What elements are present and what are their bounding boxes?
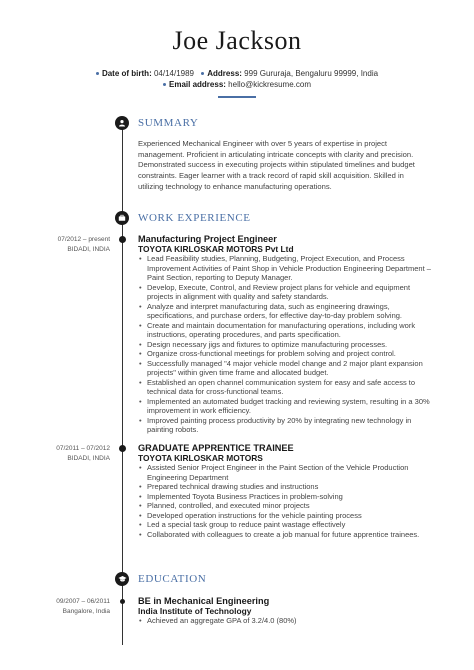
- list-item: • Create and maintain documentation for manufacturing operations, including work instructions, operating procedures, and parts specification.: [147, 321, 437, 340]
- person-icon: [115, 116, 129, 130]
- address-label: Address:: [207, 69, 242, 78]
- list-item: • Collaborated with colleagues to create a job manual for future apprentice trainees.: [147, 530, 437, 540]
- job-date: 07/2011 – 07/2012: [56, 445, 110, 452]
- job-title: GRADUATE APPRENTICE TRAINEE: [138, 443, 294, 453]
- address-value: 999 Gururaja, Bengaluru 99999, India: [244, 69, 379, 78]
- list-item: • Improved painting process productivity by 20% by integrating new technology in painting robots.: [147, 416, 437, 435]
- bullet-icon: [96, 72, 99, 75]
- email-label: Email address:: [169, 80, 226, 89]
- timeline-line: [122, 125, 123, 645]
- list-item: • Successfully managed "4 major vehicle model change and 2 major plant expansion projects" within given time frame and allocated budget.: [147, 359, 437, 378]
- graduation-cap-icon: [115, 572, 129, 586]
- list-item: • Assisted Senior Project Engineer in the Paint Section of the Vehicle Production Engineering Department: [147, 463, 437, 482]
- bullet-icon: [201, 72, 204, 75]
- edu-degree: BE in Mechanical Engineering: [138, 596, 270, 606]
- dob-value: 04/14/1989: [153, 69, 195, 78]
- list-item: • Led a special task group to reduce paint wastage effectively: [147, 520, 437, 530]
- list-item: • Develop, Execute, Control, and Review project plans for vehicle and equipment projects in alignment with quality and safety standards.: [147, 283, 437, 302]
- job-bullets: [138, 463, 437, 539]
- job-title: Manufacturing Project Engineer: [138, 234, 277, 244]
- list-item: • Lead Feasibility studies, Planning, Budgeting, Project Execution, and Process Improvement Activities of Paint Shop in Vehicle Production Engineering Department – Paint Section, reporting to Deputy Manager.: [147, 254, 437, 283]
- section-title-education: EDUCATION: [138, 573, 207, 585]
- edu-bullets: [138, 616, 437, 626]
- bullet-icon: [163, 83, 166, 86]
- briefcase-icon: [115, 211, 129, 225]
- dob-label: Date of birth:: [101, 69, 152, 78]
- job-company: TOYOTA KIRLOSKAR MOTORS Pvt Ltd: [138, 244, 294, 254]
- job-date: 07/2012 – present: [57, 236, 110, 243]
- list-item: • Achieved an aggregate GPA of 3.2/4.0 (80%): [147, 616, 437, 626]
- job-location: BIDADI, INDIA: [67, 246, 110, 253]
- list-item: • Developed operation instructions for the vehicle painting process: [147, 511, 437, 521]
- list-item: • Prepared technical drawing studies and instructions: [147, 482, 437, 492]
- list-item: • Planned, controlled, and executed minor projects: [147, 501, 437, 511]
- list-item: • Established an open channel communication system for easy and safe access to technical data for cross-functional teams.: [147, 378, 437, 397]
- email-value[interactable]: hello@kickresume.com: [228, 80, 311, 89]
- edu-location: Bangalore, India: [62, 608, 110, 615]
- candidate-name: Joe Jackson: [172, 26, 302, 55]
- entry-dot: [119, 445, 126, 452]
- job-bullets: [138, 254, 437, 435]
- contact-line-2: [0, 80, 474, 89]
- section-title-work: WORK EXPERIENCE: [138, 212, 251, 224]
- list-item: • Design necessary jigs and fixtures to optimize manufacturing processes.: [147, 340, 437, 350]
- list-item: • Implemented Toyota Business Practices in problem-solving: [147, 492, 437, 502]
- list-item: • Analyze and interpret manufacturing data, such as engineering drawings, specifications, and purchase orders, for effective day-to-day problem solving.: [147, 302, 437, 321]
- list-item: • Organize cross-functional meetings for problem solving and project control.: [147, 349, 437, 359]
- job-company: TOYOTA KIRLOSKAR MOTORS: [138, 453, 263, 463]
- summary-text: Experienced Mechanical Engineer with over 5 years of expertise in project management. Proficient in articulating intricate concepts with clarity and precision. Demonstrated success in executing projects within stipulated timelines and budget constraints. Eager learner with a track record of rapid skill acquisition. Skilled in utilizing technology to enhance manufacturing operations.: [138, 139, 415, 191]
- contact-line-1: [0, 69, 474, 78]
- edu-school: India Institute of Technology: [138, 606, 252, 616]
- edu-date: 09/2007 – 06/2011: [56, 598, 110, 605]
- section-title-summary: SUMMARY: [138, 117, 199, 129]
- entry-dot: [120, 599, 125, 604]
- job-location: BIDADI, INDIA: [67, 455, 110, 462]
- list-item: • Implemented an automated budget tracking and reviewing system, resulting in a 30% improvement in work efficiency.: [147, 397, 437, 416]
- header-divider: [218, 96, 256, 98]
- entry-dot: [119, 236, 126, 243]
